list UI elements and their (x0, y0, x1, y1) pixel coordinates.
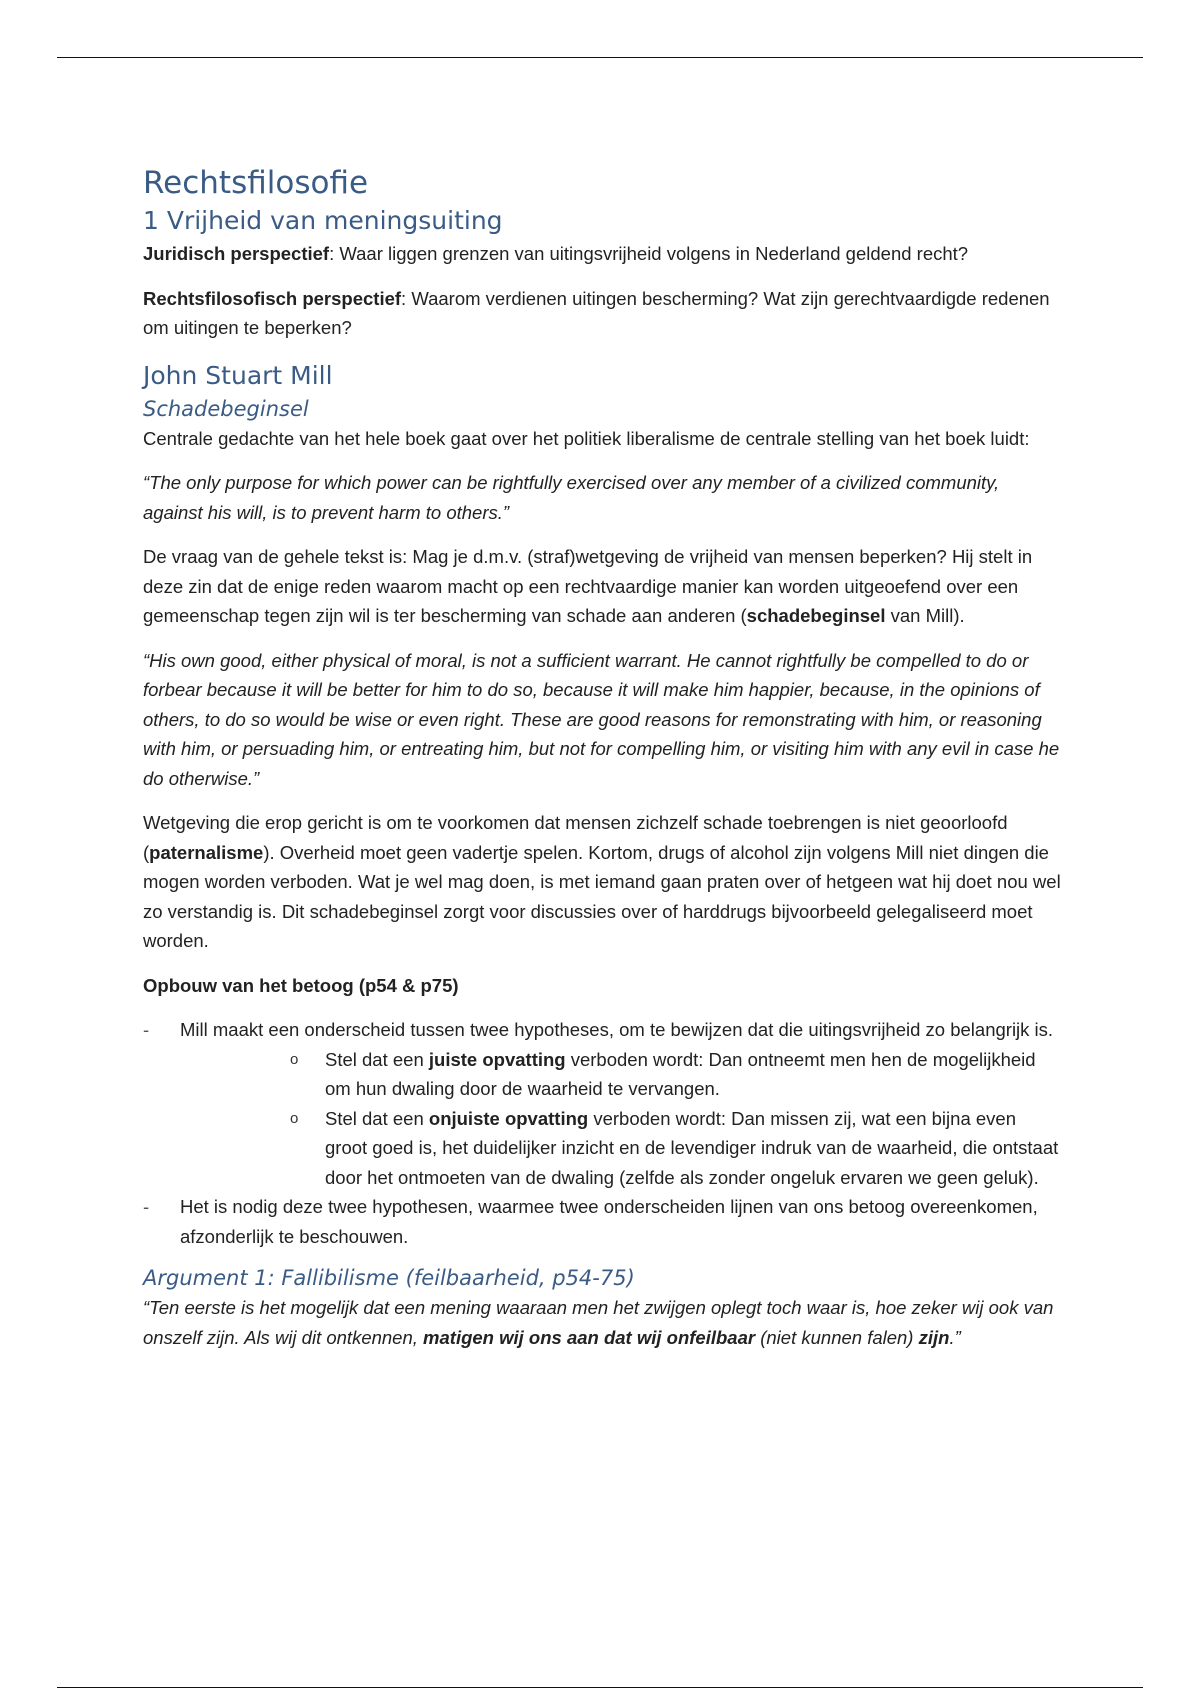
list-item-afzonderlijk (143, 1192, 1063, 1251)
paternalisme-text-b: ). Overheid moet geen vadertje spelen. Kortom, drugs of alcohol zijn volgens Mill niet dingen die mogen worden verboden. Wat je wel mag doen, is met iemand gaan praten over of hetgeen wat hij doet nou wel zo verstandig is. Dit schadebeginsel zorgt voor discussies over of harddrugs bijvoorbeeld gelegaliseerd moet worden. (143, 841, 1061, 951)
circle-bullet: o (290, 1050, 299, 1068)
bottom-rule (57, 1687, 1143, 1688)
sub-list (180, 1045, 1063, 1193)
section-heading-vrijheid: 1 Vrijheid van meningsuiting (143, 206, 503, 235)
fallibilisme-text-b: (niet kunnen falen) (755, 1326, 919, 1348)
opbouw-heading-text: Opbouw van het betoog (p54 & p75) (143, 974, 459, 996)
paternalisme-bold: paternalisme (149, 841, 264, 863)
argument-list (143, 1015, 1063, 1251)
quote-harm-principle: “The only purpose for which power can be rightfully exercised over any member of a civilized community, against his will, is to prevent harm to others.” (143, 472, 1000, 523)
fallibilisme-bold-2: zijn (918, 1326, 950, 1348)
sub-item-text-a: Stel dat een (325, 1107, 429, 1129)
list-item-text: Het is nodig deze twee hypothesen, waarmee twee onderscheiden lijnen van ons betoog overeenkomen, afzonderlijk te beschouwen. (180, 1196, 1038, 1247)
paternalisme-paragraph (143, 808, 1063, 956)
juridisch-text: : Waar liggen grenzen van uitingsvrijheid volgens in Nederland geldend recht? (329, 243, 969, 264)
schadebeginsel-text-b: van Mill). (885, 605, 965, 626)
sub-item-juiste (180, 1045, 1063, 1104)
circle-bullet: o (290, 1109, 299, 1127)
list-item-text: Mill maakt een onderscheid tussen twee hypotheses, om te bewijzen dat die uitingsvrijheid zo belangrijk is. (180, 1019, 1054, 1040)
top-rule (57, 57, 1143, 58)
sub-item-bold: juiste opvatting (428, 1048, 566, 1070)
sub-item-onjuiste (180, 1104, 1063, 1193)
rechtsfilosofisch-label: Rechtsfilosofisch perspectief (143, 287, 402, 309)
fallibilisme-bold-1: matigen wij ons aan dat wij onfeilbaar (423, 1326, 756, 1348)
schadebeginsel-bold: schadebeginsel (746, 605, 886, 626)
quote-fallibilisme (143, 1293, 1063, 1352)
intro-paragraph: Centrale gedachte van het hele boek gaat over het politiek liberalisme de centrale stelling van het boek luidt: (143, 427, 1030, 449)
dash-bullet: - (143, 1196, 150, 1217)
fallibilisme-text-c: .” (949, 1326, 961, 1348)
sub-item-text-a: Stel dat een (325, 1048, 429, 1070)
rechtsfilosofisch-paragraph (143, 284, 1063, 343)
juridisch-paragraph (143, 239, 1063, 269)
quote-own-good: “His own good, either physical of moral, is not a sufficient warrant. He cannot rightfully be compelled to do or forbear because it will be better for him to do so, because it will make him happier, because, in the opinions of others, to do so would be wise or even right. These are good reasons for remonstrating with him, or reasoning with him, or persuading him, or entreating him, but not for compelling him, or visiting him with any evil in case he do otherwise.” (143, 649, 1060, 789)
schadebeginsel-paragraph (143, 542, 1063, 631)
document-title: Rechtsfilosofie (143, 165, 369, 201)
dash-bullet: - (143, 1019, 150, 1040)
section-heading-mill: John Stuart Mill (143, 360, 333, 390)
subheading-schadebeginsel: Schadebeginsel (143, 396, 309, 421)
sub-item-text-b: verboden wordt: Dan missen zij, wat een bijna even groot goed is, het duidelijker inzicht en de levendiger indruk van de waarheid, die ontstaat door het ontmoeten van de dwaling (zelfde als zonder ongeluk ervaren we geen geluk). (325, 1107, 1059, 1188)
sub-item-bold: onjuiste opvatting (428, 1107, 589, 1129)
opbouw-heading (143, 971, 1063, 1001)
paternalisme-text-a: Wetgeving die erop gericht is om te voorkomen dat mensen zichzelf schade toebrengen is niet geoorloofd ( (143, 812, 1008, 863)
sub-item-text-b: verboden wordt: Dan ontneemt men hen de mogelijkheid om hun dwaling door de waarheid te vervangen. (325, 1048, 1036, 1099)
juridisch-label: Juridisch perspectief (143, 243, 330, 264)
list-item-hypotheses (143, 1015, 1063, 1192)
document-page (143, 163, 1063, 1367)
fallibilisme-text-a: “Ten eerste is het mogelijk dat een mening waaraan men het zwijgen oplegt toch waar is, hoe zeker wij ook van onszelf zijn. Als wij dit ontkennen, (143, 1297, 1054, 1348)
schadebeginsel-text-a: De vraag van de gehele tekst is: Mag je d.m.v. (straf)wetgeving de vrijheid van mensen beperken? Hij stelt in deze zin dat de enige reden waarom macht op een rechtvaardige manier kan worden uitgeoefend over een gemeenschap tegen zijn wil is ter bescherming van schade aan anderen ( (143, 546, 1033, 626)
subheading-argument-1: Argument 1: Fallibilisme (feilbaarheid, p54-75) (143, 1266, 635, 1290)
rechtsfilosofisch-text: : Waarom verdienen uitingen bescherming? Wat zijn gerechtvaardigde redenen om uitingen te beperken? (143, 287, 1050, 338)
